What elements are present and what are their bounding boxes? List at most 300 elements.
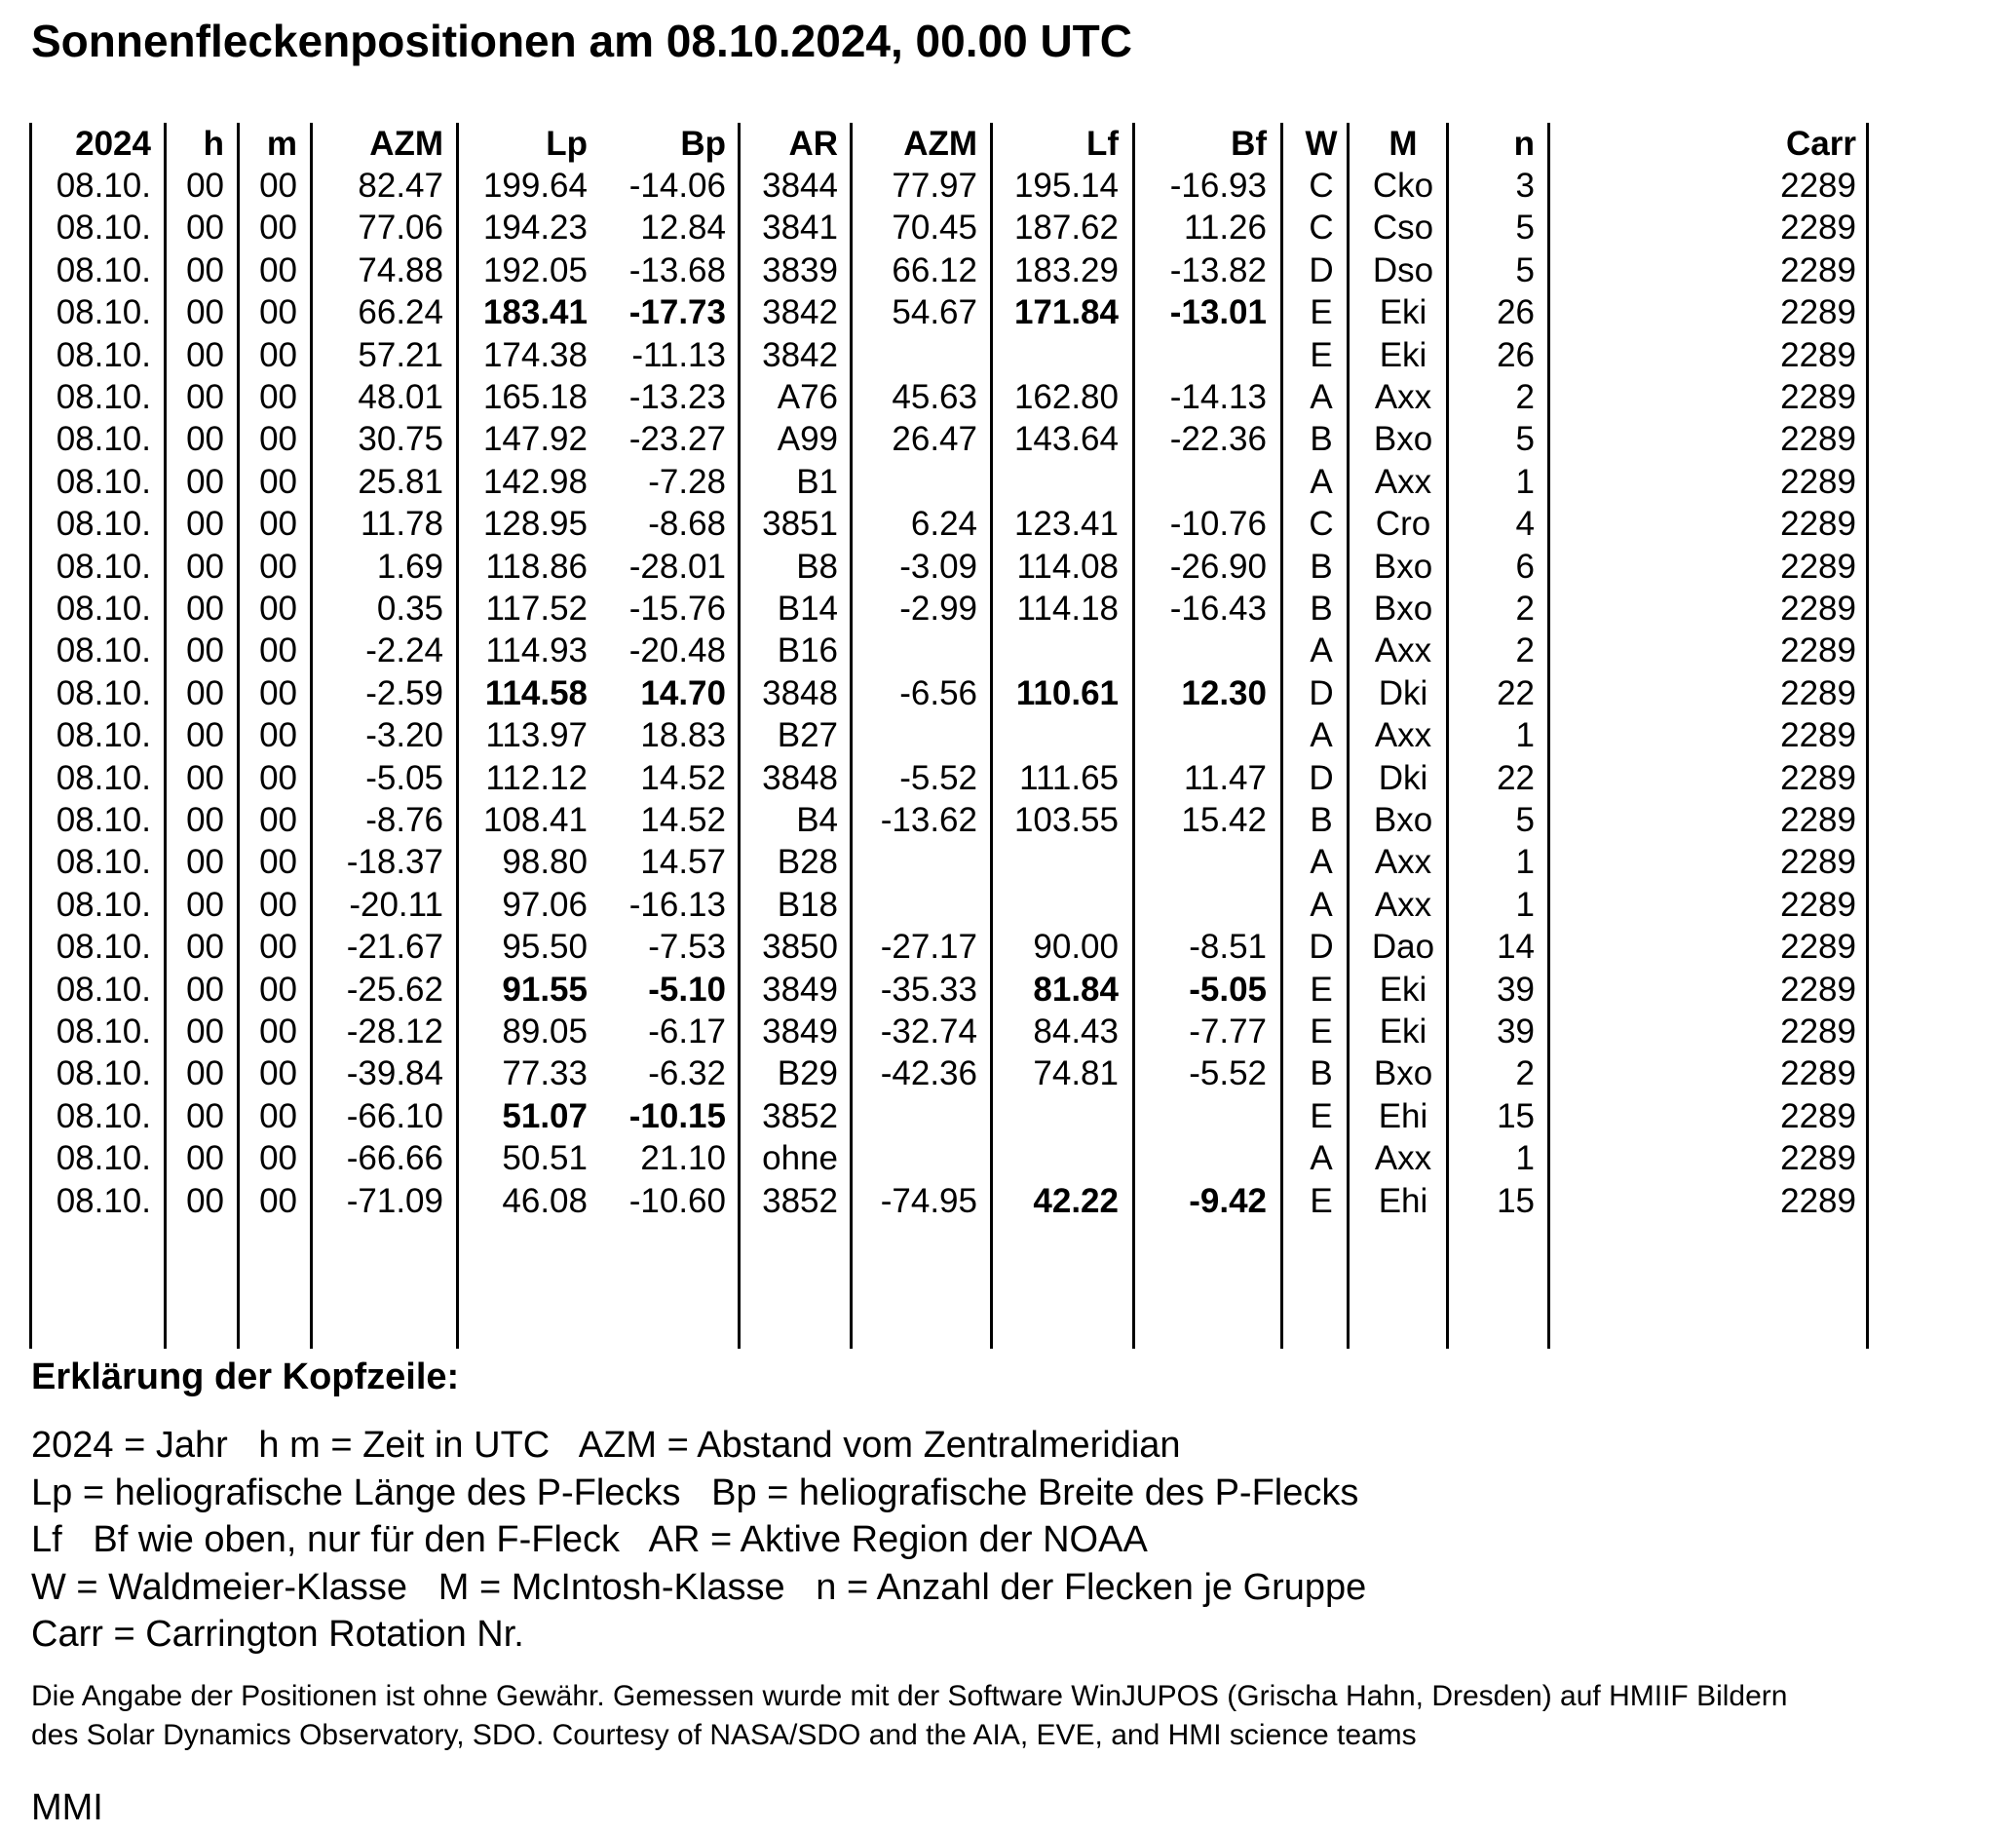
legend-line: Lp = heliografische Länge des P-Flecks Bp = heliografische Breite des P-Flecks bbox=[31, 1472, 1359, 1513]
table-cell: Axx bbox=[1374, 1139, 1432, 1177]
legend-line: W = Waldmeier-Klasse M = McIntosh-Klasse n = Anzahl der Flecken je Gruppe bbox=[31, 1567, 1367, 1608]
table-cell: -20.11 bbox=[349, 886, 443, 924]
table-cell: -35.33 bbox=[880, 971, 977, 1009]
table-cell: -6.32 bbox=[648, 1054, 726, 1092]
table-cell: 00 bbox=[259, 505, 297, 543]
table-cell: 81.84 bbox=[1033, 971, 1119, 1009]
table-cell: Cro bbox=[1375, 505, 1431, 543]
table-cell: 1 bbox=[1515, 843, 1535, 881]
table-cell: 3852 bbox=[762, 1182, 838, 1220]
table-cell: 3848 bbox=[762, 674, 838, 712]
table-cell: 00 bbox=[186, 1097, 224, 1135]
table-cell: -14.13 bbox=[1169, 378, 1267, 416]
table-cell: A bbox=[1310, 886, 1333, 924]
table-cell: 39 bbox=[1497, 971, 1535, 1009]
table-cell: D bbox=[1309, 251, 1334, 289]
table-cell: 08.10. bbox=[56, 293, 151, 331]
table-cell: 2 bbox=[1515, 631, 1535, 669]
table-cell: A bbox=[1310, 631, 1333, 669]
table-cell: B1 bbox=[796, 463, 838, 501]
table-cell: 08.10. bbox=[56, 420, 151, 458]
table-cell: -18.37 bbox=[346, 843, 443, 881]
table-cell: -15.76 bbox=[628, 590, 726, 628]
table-cell: Axx bbox=[1374, 716, 1432, 754]
table-cell: -3.20 bbox=[365, 716, 443, 754]
table-cell: -28.12 bbox=[346, 1013, 443, 1051]
table-row bbox=[0, 884, 2016, 926]
table-cell: E bbox=[1310, 971, 1333, 1009]
table-cell: ohne bbox=[762, 1139, 838, 1177]
table-cell: 42.22 bbox=[1033, 1182, 1119, 1220]
table-cell: 110.61 bbox=[1015, 674, 1119, 712]
table-row bbox=[0, 1095, 2016, 1137]
table-cell: 195.14 bbox=[1013, 167, 1119, 205]
column-header: m bbox=[266, 125, 297, 163]
table-cell: 174.38 bbox=[482, 336, 588, 374]
table-cell: -8.76 bbox=[365, 801, 443, 839]
column-header: Bf bbox=[1231, 125, 1267, 163]
table-cell: -10.15 bbox=[628, 1097, 726, 1135]
table-cell: 22 bbox=[1497, 674, 1535, 712]
table-cell: 3849 bbox=[762, 1013, 838, 1051]
table-cell: 11.47 bbox=[1184, 759, 1267, 797]
table-cell: 3844 bbox=[762, 167, 838, 205]
table-cell: -5.05 bbox=[1189, 971, 1267, 1009]
table-cell: 00 bbox=[186, 801, 224, 839]
table-cell: E bbox=[1310, 336, 1333, 374]
table-cell: 00 bbox=[259, 1182, 297, 1220]
table-cell: -9.42 bbox=[1189, 1182, 1267, 1220]
table-cell: 2289 bbox=[1780, 801, 1856, 839]
table-cell: -66.10 bbox=[346, 1097, 443, 1135]
table-cell: 128.95 bbox=[482, 505, 588, 543]
table-row bbox=[0, 546, 2016, 588]
signature: MMI bbox=[31, 1787, 103, 1828]
table-cell: 2289 bbox=[1780, 463, 1856, 501]
table-cell: 162.80 bbox=[1013, 378, 1119, 416]
table-cell: 00 bbox=[186, 590, 224, 628]
table-cell: 45.63 bbox=[892, 378, 977, 416]
table-cell: 3842 bbox=[762, 293, 838, 331]
table-cell: E bbox=[1310, 1097, 1333, 1135]
table-row bbox=[0, 1180, 2016, 1222]
table-cell: D bbox=[1309, 928, 1334, 966]
table-cell: 91.55 bbox=[502, 971, 588, 1009]
table-cell: 2289 bbox=[1780, 971, 1856, 1009]
table-cell: 00 bbox=[186, 674, 224, 712]
table-cell: 08.10. bbox=[56, 843, 151, 881]
table-cell: 26 bbox=[1497, 293, 1535, 331]
column-header: Lp bbox=[546, 125, 588, 163]
table-row bbox=[0, 503, 2016, 545]
table-cell: -17.73 bbox=[628, 293, 726, 331]
table-cell: 77.33 bbox=[502, 1054, 588, 1092]
table-cell: -66.66 bbox=[346, 1139, 443, 1177]
table-row bbox=[0, 630, 2016, 671]
table-cell: B bbox=[1310, 420, 1333, 458]
column-header: W bbox=[1305, 125, 1338, 163]
table-cell: 08.10. bbox=[56, 209, 151, 247]
table-cell: 21.10 bbox=[640, 1139, 726, 1177]
table-cell: 08.10. bbox=[56, 928, 151, 966]
table-cell: B28 bbox=[777, 843, 838, 881]
table-cell: 3839 bbox=[762, 251, 838, 289]
table-cell: Dki bbox=[1378, 674, 1428, 712]
column-header: Carr bbox=[1786, 125, 1856, 163]
table-cell: -25.62 bbox=[346, 971, 443, 1009]
table-cell: -13.01 bbox=[1169, 293, 1267, 331]
column-header: AR bbox=[788, 125, 838, 163]
table-cell: 00 bbox=[186, 293, 224, 331]
table-cell: -16.13 bbox=[628, 886, 726, 924]
table-cell: 2 bbox=[1515, 378, 1535, 416]
table-cell: 2289 bbox=[1780, 420, 1856, 458]
table-cell: 08.10. bbox=[56, 505, 151, 543]
table-cell: B bbox=[1310, 1054, 1333, 1092]
table-cell: 00 bbox=[186, 1182, 224, 1220]
table-row bbox=[0, 1052, 2016, 1094]
table-cell: 97.06 bbox=[502, 886, 588, 924]
table-cell: 00 bbox=[186, 1054, 224, 1092]
table-cell: A bbox=[1310, 463, 1333, 501]
table-cell: 00 bbox=[186, 928, 224, 966]
table-cell: 00 bbox=[259, 759, 297, 797]
table-cell: B18 bbox=[777, 886, 838, 924]
table-cell: -2.99 bbox=[899, 590, 977, 628]
table-cell: B16 bbox=[777, 631, 838, 669]
table-cell: C bbox=[1309, 209, 1334, 247]
table-cell: 183.41 bbox=[482, 293, 588, 331]
table-cell: 25.81 bbox=[358, 463, 443, 501]
table-cell: B29 bbox=[777, 1054, 838, 1092]
table-cell: -14.06 bbox=[628, 167, 726, 205]
table-cell: -13.23 bbox=[628, 378, 726, 416]
table-cell: 00 bbox=[259, 378, 297, 416]
table-cell: C bbox=[1309, 167, 1334, 205]
table-cell: 2289 bbox=[1780, 886, 1856, 924]
table-row bbox=[0, 376, 2016, 418]
table-cell: -2.59 bbox=[365, 674, 443, 712]
table-cell: 00 bbox=[259, 1054, 297, 1092]
table-cell: Axx bbox=[1374, 843, 1432, 881]
table-row bbox=[0, 714, 2016, 756]
table-cell: 00 bbox=[259, 928, 297, 966]
table-cell: 2289 bbox=[1780, 209, 1856, 247]
table-header-row bbox=[0, 123, 2016, 165]
table-cell: -8.51 bbox=[1189, 928, 1267, 966]
table-cell: 3849 bbox=[762, 971, 838, 1009]
table-cell: -28.01 bbox=[628, 548, 726, 586]
table-cell: Axx bbox=[1374, 631, 1432, 669]
table-cell: 08.10. bbox=[56, 1097, 151, 1135]
table-cell: Bxo bbox=[1373, 590, 1433, 628]
table-cell: 00 bbox=[186, 505, 224, 543]
table-cell: 5 bbox=[1515, 801, 1535, 839]
table-row bbox=[0, 207, 2016, 248]
column-header: Lf bbox=[1085, 125, 1119, 163]
table-cell: -8.68 bbox=[648, 505, 726, 543]
table-cell: 3848 bbox=[762, 759, 838, 797]
table-cell: A bbox=[1310, 378, 1333, 416]
table-cell: 2289 bbox=[1780, 1054, 1856, 1092]
table-cell: A bbox=[1310, 843, 1333, 881]
column-header: n bbox=[1513, 125, 1535, 163]
table-cell: 114.58 bbox=[484, 674, 588, 712]
table-cell: 00 bbox=[259, 420, 297, 458]
table-cell: 14.57 bbox=[640, 843, 726, 881]
table-cell: -13.68 bbox=[628, 251, 726, 289]
table-cell: 89.05 bbox=[502, 1013, 588, 1051]
table-cell: 114.08 bbox=[1016, 548, 1119, 586]
table-cell: A bbox=[1310, 1139, 1333, 1177]
table-cell: -13.82 bbox=[1169, 251, 1267, 289]
table-cell: 00 bbox=[259, 336, 297, 374]
table-row bbox=[0, 841, 2016, 883]
table-cell: 192.05 bbox=[482, 251, 588, 289]
table-cell: 00 bbox=[186, 167, 224, 205]
table-row bbox=[0, 291, 2016, 333]
table-cell: 15 bbox=[1497, 1182, 1535, 1220]
table-cell: -42.36 bbox=[880, 1054, 977, 1092]
table-cell: 51.07 bbox=[502, 1097, 588, 1135]
table-cell: 54.67 bbox=[892, 293, 977, 331]
table-cell: 3851 bbox=[762, 505, 838, 543]
table-cell: 2289 bbox=[1780, 716, 1856, 754]
table-cell: 00 bbox=[186, 420, 224, 458]
table-cell: 08.10. bbox=[56, 251, 151, 289]
column-header: h bbox=[203, 125, 224, 163]
table-cell: 143.64 bbox=[1013, 420, 1119, 458]
table-cell: 3841 bbox=[762, 209, 838, 247]
table-cell: -71.09 bbox=[346, 1182, 443, 1220]
table-row bbox=[0, 1011, 2016, 1052]
table-cell: 1.69 bbox=[376, 548, 443, 586]
column-header: M bbox=[1388, 125, 1418, 163]
table-cell: 5 bbox=[1515, 420, 1535, 458]
table-cell: 08.10. bbox=[56, 886, 151, 924]
table-cell: 12.84 bbox=[640, 209, 726, 247]
table-cell: 74.88 bbox=[358, 251, 443, 289]
table-row bbox=[0, 461, 2016, 503]
table-row bbox=[0, 969, 2016, 1011]
table-cell: 15.42 bbox=[1181, 801, 1267, 839]
table-cell: 114.93 bbox=[485, 631, 588, 669]
table-cell: -23.27 bbox=[628, 420, 726, 458]
table-cell: 12.30 bbox=[1181, 674, 1267, 712]
table-cell: 08.10. bbox=[56, 1054, 151, 1092]
table-cell: 00 bbox=[186, 716, 224, 754]
table-cell: 6.24 bbox=[910, 505, 977, 543]
table-cell: 26 bbox=[1497, 336, 1535, 374]
table-cell: 00 bbox=[259, 716, 297, 754]
table-row bbox=[0, 926, 2016, 968]
table-cell: 00 bbox=[186, 548, 224, 586]
table-cell: -13.62 bbox=[880, 801, 977, 839]
table-cell: 08.10. bbox=[56, 716, 151, 754]
table-cell: 183.29 bbox=[1013, 251, 1119, 289]
table-cell: 48.01 bbox=[358, 378, 443, 416]
table-cell: 00 bbox=[259, 167, 297, 205]
table-cell: 2289 bbox=[1780, 1182, 1856, 1220]
table-cell: 70.45 bbox=[892, 209, 977, 247]
table-cell: Dso bbox=[1372, 251, 1434, 289]
table-cell: 66.24 bbox=[358, 293, 443, 331]
table-cell: E bbox=[1310, 293, 1333, 331]
table-cell: A99 bbox=[777, 420, 838, 458]
table-cell: 14.52 bbox=[640, 759, 726, 797]
table-cell: 2289 bbox=[1780, 590, 1856, 628]
table-cell: 08.10. bbox=[56, 759, 151, 797]
table-cell: 2289 bbox=[1780, 928, 1856, 966]
table-cell: 00 bbox=[259, 1097, 297, 1135]
table-row bbox=[0, 1137, 2016, 1179]
table-cell: 08.10. bbox=[56, 971, 151, 1009]
table-cell: 113.97 bbox=[485, 716, 588, 754]
table-cell: 00 bbox=[186, 759, 224, 797]
table-cell: -20.48 bbox=[628, 631, 726, 669]
table-cell: Axx bbox=[1374, 463, 1432, 501]
table-cell: -5.52 bbox=[899, 759, 977, 797]
page-title: Sonnenfleckenpositionen am 08.10.2024, 00.00 UTC bbox=[31, 16, 1132, 66]
table-cell: 103.55 bbox=[1013, 801, 1119, 839]
table-row bbox=[0, 334, 2016, 376]
table-cell: 111.65 bbox=[1019, 759, 1119, 797]
table-cell: 08.10. bbox=[56, 1139, 151, 1177]
legend-line: Carr = Carrington Rotation Nr. bbox=[31, 1614, 524, 1655]
disclaimer-line: Die Angabe der Positionen ist ohne Gewähr. Gemessen wurde mit der Software WinJUPOS (Grischa Hahn, Dresden) auf HMIIF Bildern bbox=[31, 1680, 1788, 1712]
table-cell: -6.17 bbox=[648, 1013, 726, 1051]
table-cell: Bxo bbox=[1373, 1054, 1433, 1092]
table-cell: 2289 bbox=[1780, 548, 1856, 586]
table-cell: 123.41 bbox=[1013, 505, 1119, 543]
legend-line: Lf Bf wie oben, nur für den F-Fleck AR = Aktive Region der NOAA bbox=[31, 1519, 1148, 1560]
table-cell: -10.76 bbox=[1169, 505, 1267, 543]
table-cell: 2289 bbox=[1780, 1139, 1856, 1177]
table-cell: 199.64 bbox=[482, 167, 588, 205]
table-cell: -3.09 bbox=[899, 548, 977, 586]
table-cell: 5 bbox=[1515, 209, 1535, 247]
table-cell: 165.18 bbox=[482, 378, 588, 416]
table-cell: Cso bbox=[1372, 209, 1434, 247]
table-cell: Eki bbox=[1379, 293, 1427, 331]
table-cell: 00 bbox=[186, 463, 224, 501]
table-cell: 108.41 bbox=[482, 801, 588, 839]
table-cell: 00 bbox=[259, 1139, 297, 1177]
table-cell: 15 bbox=[1497, 1097, 1535, 1135]
table-cell: 00 bbox=[186, 971, 224, 1009]
table-cell: 00 bbox=[259, 209, 297, 247]
table-cell: 26.47 bbox=[892, 420, 977, 458]
table-row bbox=[0, 672, 2016, 714]
table-cell: 2289 bbox=[1780, 631, 1856, 669]
table-cell: Dki bbox=[1378, 759, 1428, 797]
table-cell: -7.28 bbox=[648, 463, 726, 501]
table-cell: 00 bbox=[186, 378, 224, 416]
table-row bbox=[0, 799, 2016, 841]
table-cell: -27.17 bbox=[880, 928, 977, 966]
table-cell: -22.36 bbox=[1169, 420, 1267, 458]
table-cell: -6.56 bbox=[899, 674, 977, 712]
table-cell: 3 bbox=[1515, 167, 1535, 205]
table-cell: 00 bbox=[259, 674, 297, 712]
table-cell: 77.06 bbox=[358, 209, 443, 247]
table-cell: 00 bbox=[259, 293, 297, 331]
table-cell: 90.00 bbox=[1033, 928, 1119, 966]
table-cell: A76 bbox=[777, 378, 838, 416]
table-cell: 6 bbox=[1515, 548, 1535, 586]
table-cell: 2289 bbox=[1780, 293, 1856, 331]
table-cell: 08.10. bbox=[56, 463, 151, 501]
table-cell: 1 bbox=[1515, 1139, 1535, 1177]
table-row bbox=[0, 588, 2016, 630]
column-header: Bp bbox=[680, 125, 726, 163]
table-cell: 194.23 bbox=[482, 209, 588, 247]
table-cell: D bbox=[1309, 759, 1334, 797]
table-row bbox=[0, 757, 2016, 799]
table-cell: Dao bbox=[1371, 928, 1435, 966]
table-cell: 77.97 bbox=[892, 167, 977, 205]
table-cell: 00 bbox=[259, 548, 297, 586]
table-cell: 2 bbox=[1515, 1054, 1535, 1092]
table-cell: 57.21 bbox=[358, 336, 443, 374]
table-cell: 08.10. bbox=[56, 590, 151, 628]
table-cell: 14.52 bbox=[640, 801, 726, 839]
table-cell: 14 bbox=[1497, 928, 1535, 966]
table-cell: -39.84 bbox=[346, 1054, 443, 1092]
table-cell: 98.80 bbox=[502, 843, 588, 881]
table-cell: 08.10. bbox=[56, 548, 151, 586]
table-cell: 3842 bbox=[762, 336, 838, 374]
table-cell: 82.47 bbox=[358, 167, 443, 205]
table-cell: 114.18 bbox=[1016, 590, 1119, 628]
table-cell: 118.86 bbox=[485, 548, 588, 586]
table-row bbox=[0, 249, 2016, 291]
table-cell: 14.70 bbox=[640, 674, 726, 712]
table-cell: -26.90 bbox=[1169, 548, 1267, 586]
table-cell: Bxo bbox=[1373, 801, 1433, 839]
table-cell: 00 bbox=[186, 209, 224, 247]
legend-line: 2024 = Jahr h m = Zeit in UTC AZM = Abstand vom Zentralmeridian bbox=[31, 1425, 1181, 1466]
table-cell: Ehi bbox=[1378, 1182, 1428, 1220]
table-cell: 22 bbox=[1497, 759, 1535, 797]
table-cell: 2289 bbox=[1780, 759, 1856, 797]
table-cell: 5 bbox=[1515, 251, 1535, 289]
table-cell: 11.78 bbox=[361, 505, 443, 543]
table-cell: 4 bbox=[1515, 505, 1535, 543]
table-cell: B bbox=[1310, 801, 1333, 839]
table-cell: 08.10. bbox=[56, 1013, 151, 1051]
table-cell: 00 bbox=[186, 251, 224, 289]
table-cell: 00 bbox=[259, 590, 297, 628]
table-cell: 18.83 bbox=[640, 716, 726, 754]
column-header: AZM bbox=[903, 125, 977, 163]
table-cell: 171.84 bbox=[1013, 293, 1119, 331]
table-cell: 00 bbox=[259, 971, 297, 1009]
table-cell: 3850 bbox=[762, 928, 838, 966]
table-cell: C bbox=[1309, 505, 1334, 543]
table-cell: 84.43 bbox=[1033, 1013, 1119, 1051]
table-cell: E bbox=[1310, 1182, 1333, 1220]
table-cell: 2289 bbox=[1780, 1013, 1856, 1051]
table-cell: 08.10. bbox=[56, 1182, 151, 1220]
table-cell: 1 bbox=[1515, 463, 1535, 501]
table-cell: 2289 bbox=[1780, 505, 1856, 543]
table-cell: 66.12 bbox=[892, 251, 977, 289]
table-cell: 00 bbox=[259, 1013, 297, 1051]
table-cell: E bbox=[1310, 1013, 1333, 1051]
table-cell: Bxo bbox=[1373, 420, 1433, 458]
table-cell: 00 bbox=[259, 886, 297, 924]
